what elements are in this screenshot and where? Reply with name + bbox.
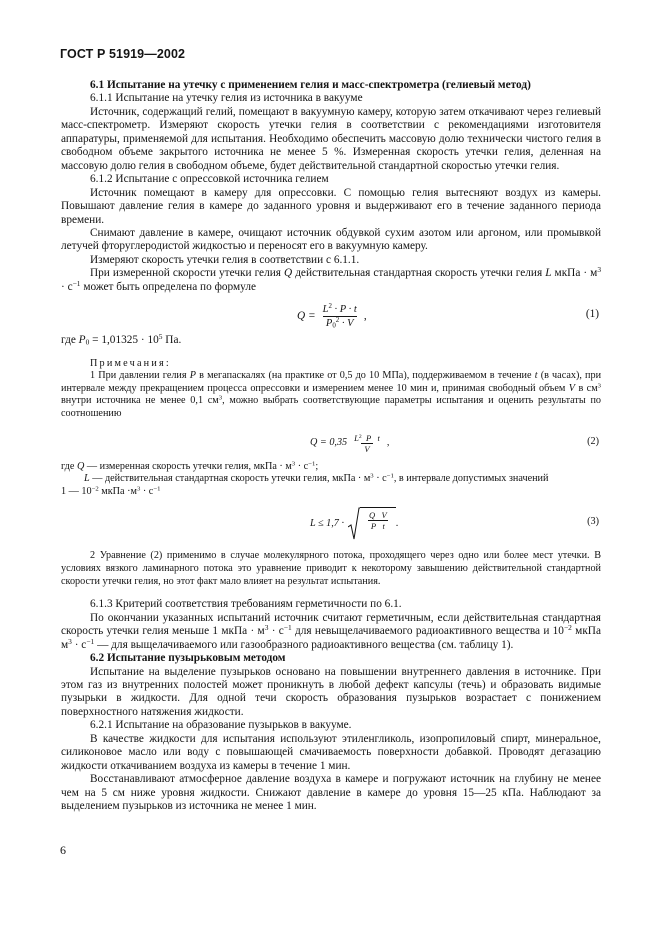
paragraph: Источник, содержащий гелий, помещают в вакуумную камеру, которую затем откачивают через гелиевый масс-спектрометр. Измеряют скорость утечки гелия в соответствии с рекомендациями изготовителя аппаратуры, применяемой для испытания. Необходимо обеспечить массовую долю технически чистого гелия в свободном объеме закрытого источника не менее 5 %. Измеренная скорость утечки гелия, деленная на массовую долю гелия в свободном объеме, будет действительной стандартной скоростью утечки гелия. [61,105,601,172]
where-clause-q: где Q — измеренная скорость утечки гелия, мкПа · $м^3 \cdot с^{-1}$; [61,459,319,472]
notes-title: Примечания: [90,357,171,369]
equation-number: (1) [585,308,599,321]
document-header: ГОСТ Р 51919—2002 [60,47,186,61]
where-clause-range: 1 — $10^{-2}$ мкПа $\cdot м^3 \cdot с^{-1}$ [61,485,161,497]
paragraph-formula-intro: При измеренной скорости утечки гелия Q действительная стандартная скорость утечки гелия L мкПа · $м^3 \cdot с^{-1}$ может быть определена по формуле [61,265,602,293]
where-clause-p0: где $P_0 = 1,01325 \cdot 10^5$ Па. [61,332,182,347]
equation-number: (2) [587,435,599,447]
fraction: $\frac{L^2 P t}{V}$ [354,433,380,455]
note-1: 1 При давлении гелия P в мегапаскалях (на практике от 0,5 до 10 МПа), поддерживаемом в течение t (в часах), при интервале между прекращением процесса опрессовки и измерением менее 10 мин и, принимая свободный объем V в $см^3$ внутри источника не менее 0,1 $см^3$, можно выбрать соответствующие параметры испытания и оценить результаты по соотношению [61,370,602,420]
document-body [61,79,601,813]
paragraph: Измеряют скорость утечки гелия в соответствии с 6.1.1. [90,253,360,266]
section-6-1-heading: 6.1 Испытание на утечку с применением гелия и масс-спектрометра (гелиевый метод) [90,79,531,91]
equation-1: Q = $\frac{L^2 \cdot P \cdot t}{P_0^2 \cdot V}$ , (1) [297,302,599,330]
paragraph: По окончании указанных испытаний источник считают герметичным, если действительная стандартная скорость утечки гелия меньше 1 мкПа · $м^3 \cdot с^{-1}$ для невыщелачиваемого радиоактивного вещества и $10^{-2}$ мкПа $м^3 \cdot с^{-1}$ — для выщелачиваемого или газообразного радиоактивного вещества (см. таблицу 1). [61,611,601,651]
equation-2: Q = 0,35 $\frac{L^2 P t}{V}$ , (2) [310,433,599,455]
note-2: 2 Уравнение (2) применимо в случае молекулярного потока, проходящего через одно или более мест утечки. В условиях вязкого ламинарного потока это уравнение приводит к некоторому завышению действительной стандартной скорости утечки гелия, но этот факт мало влияет на результат испытания. [61,550,601,587]
paragraph: Восстанавливают атмосферное давление воздуха в камере и погружают источник на глубину не менее чем на 5 см ниже уровня жидкости. Снижают давление в камере до уровня 15—25 кПа. Наблюдают за выделением пузырьков из источника не менее 1 мин. [61,773,601,813]
fraction: $\frac{L^2 \cdot P \cdot t}{P_0^2 \cdot V}$ [322,302,357,330]
subsection-6-1-3-heading: 6.1.3 Критерий соответствия требованиям герметичности по 6.1. [90,598,402,611]
paragraph: Снимают давление в камере, очищают источник обдувкой сухим азотом или аргоном, или промывкой летучей фторуглеродистой жидкостью и переносят его в вакуумную камеру. [61,226,601,253]
subsection-6-1-2-heading: 6.1.2 Испытание с опрессовкой источника гелием [90,173,329,186]
square-root [348,507,396,541]
equation-number: (3) [587,516,599,528]
page-number: 6 [60,843,66,857]
paragraph: В качестве жидкости для испытания используют этиленгликоль, изопропиловый спирт, минеральное, силиконовое масло или воду с повышающей смачиваемость поверхности добавкой. Проводят дегазацию жидкости откачиванием воздуха из камеры в течение 1 мин. [61,732,601,772]
equation-3: L ≤ 1,7 · $\frac{\text{Q V}}{\text{P t}}$ . (3) [61,504,601,544]
subsection-6-1-1-heading: 6.1.1 Испытание на утечку гелия из источника в вакууме [90,92,363,105]
section-6-2-heading: 6.2 Испытание пузырьковым методом [90,652,286,665]
paragraph: Испытание на выделение пузырьков основано на повышении внутреннего давления в источнике. При этом газ из внутренних полостей может проникнуть в любой дефект капсулы (течь) и образовать видимые пузырьки в жидкости. Для одной течи скорость образования пузырьков возрастает с понижением поверхностного натяжения жидкости. [61,665,601,718]
paragraph: Источник помещают в камеру для опрессовки. С помощью гелия вытесняют воздух из камеры. Повышают давление гелия в камере до заданного уровня и выдерживают его в течение заданного периода времени. [61,186,601,226]
fraction: $\frac{\text{Q V}}{\text{P t}}$ [369,510,387,532]
subsection-6-2-1-heading: 6.2.1 Испытание на образование пузырьков в вакууме. [90,719,352,732]
where-clause-l: L — действительная стандартная скорость утечки гелия, мкПа · $м^3 \cdot с^{-1}$, в интервале допустимых значений [84,472,549,485]
